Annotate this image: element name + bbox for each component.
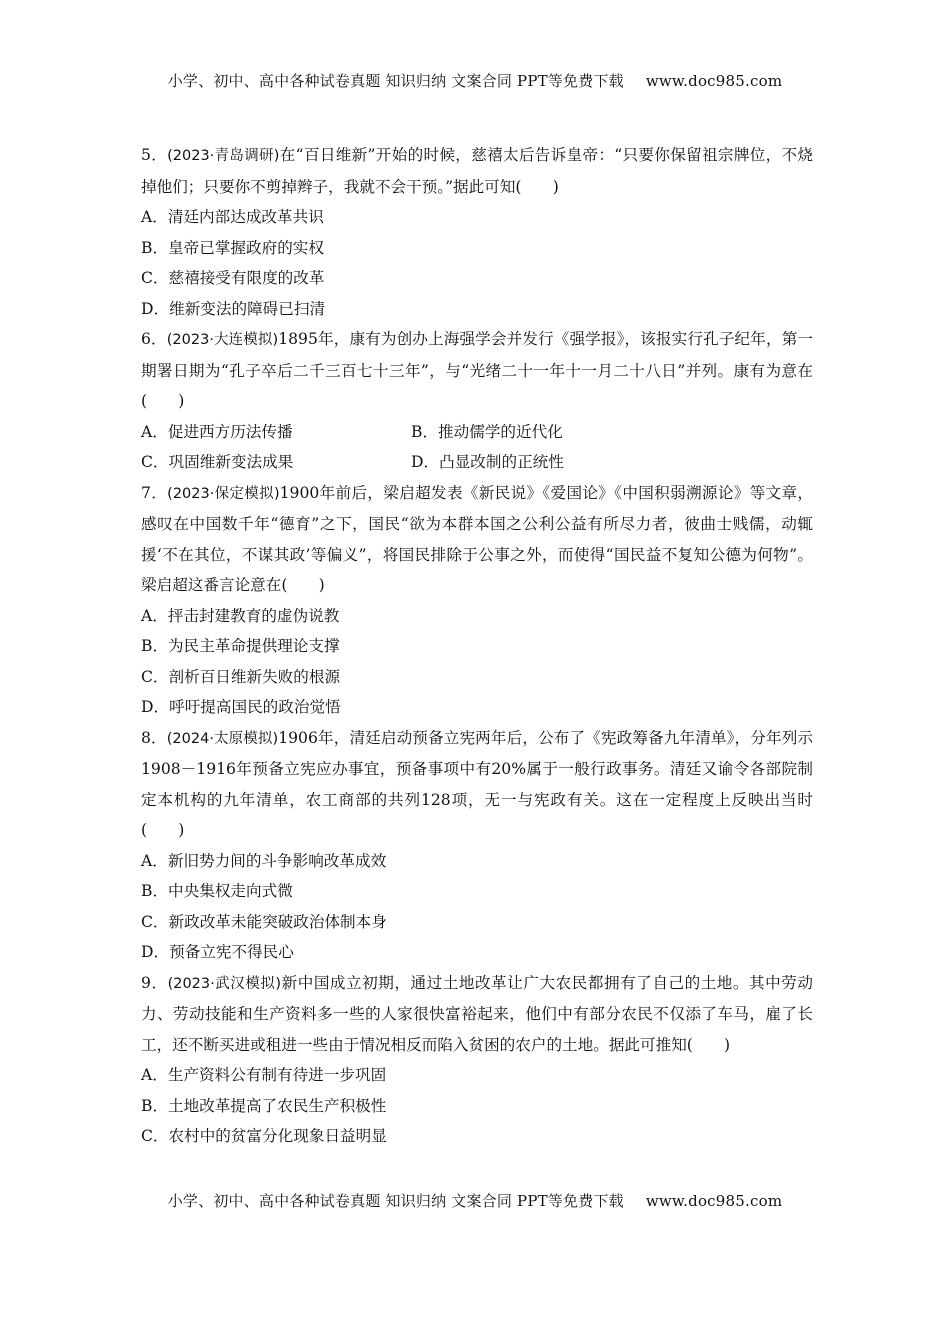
question-stem: 5．(2023·青岛调研)在“百日维新”开始的时候，慈禧太后告诉皇帝：“只要你保留祖宗牌位，不烧掉他们；只要你不剪掉辫子，我就不会干预。”据此可知( ) [141,146,813,196]
question-6 [141,324,813,478]
option-d[interactable]: D．凸显改制的正统性 [411,453,564,471]
option-c[interactable]: C．慈禧接受有限度的改革 [141,269,325,287]
question-source: (2023·大连模拟) [166,332,279,348]
question-9 [141,968,813,1152]
option-b[interactable]: B．推动儒学的近代化 [411,422,563,441]
option-b[interactable]: B．为民主革命提供理论支撑 [141,637,340,655]
option-c[interactable]: C．农村中的贫富分化现象日益明显 [141,1127,387,1145]
option-d[interactable]: D．呼吁提高国民的政治觉悟 [141,698,341,716]
option-b[interactable]: B．皇帝已掌握政府的实权 [141,238,324,257]
option-c[interactable]: C．巩固维新变法成果 [141,453,294,471]
question-source: (2023·青岛调研) [167,148,280,164]
header-text: 小学、初中、高中各种试卷真题 知识归纳 文案合同 PPT等免费下载 [167,72,624,90]
option-a[interactable]: A．新旧势力间的斗争影响改革成效 [141,851,387,870]
header-url[interactable]: www.doc985.com [645,72,783,90]
question-stem: 7．(2023·保定模拟)1900年前后，梁启超发表《新民说》《爱国论》《中国积弱溯源论》等文章，感叹在中国数千年“德育”之下，国民“欲为本群本国之公利公益有所尽力者，彼曲士贱儒，动辄援‘不在其位，不谋其政’等偏义”，将国民排除于公事之外，而使得“国民益不复知公德为何物”。梁启超这番言论意在( ) [141,483,814,594]
question-8 [141,723,813,968]
option-a[interactable]: A．抨击封建教育的虚伪说教 [141,606,340,625]
page-footer [0,1190,950,1211]
option-b[interactable]: B．土地改革提高了农民生产积极性 [141,1096,387,1115]
footer-text: 小学、初中、高中各种试卷真题 知识归纳 文案合同 PPT等免费下载 [167,1192,624,1210]
question-5 [141,140,813,324]
footer-url[interactable]: www.doc985.com [645,1192,783,1210]
option-c[interactable]: C．新政改革未能突破政治体制本身 [141,912,387,931]
option-b[interactable]: B．中央集权走向式微 [141,882,293,900]
question-7 [141,478,813,723]
question-source: (2024·太原模拟) [166,730,279,747]
question-stem: 9．(2023·武汉模拟)新中国成立初期，通过土地改革让广大农民都拥有了自己的土地。其中劳动力、劳动技能和生产资料多一些的人家很快富裕起来，他们中有部分农民不仅添了车马，雇了长工，还不断买进或租进一些由于情况相反而陷入贫困的农户的土地。据此可推知( ) [141,973,814,1054]
option-row [141,417,813,448]
option-d[interactable]: D．维新变法的障碍已扫清 [141,299,326,318]
option-row [141,447,813,478]
option-d[interactable]: D．预备立宪不得民心 [141,943,294,961]
question-source: (2023·武汉模拟) [167,975,282,992]
question-stem: 6．(2023·大连模拟)1895年，康有为创办上海强学会并发行《强学报》，该报实行孔子纪年，第一期署日期为“孔子卒后二千三百七十三年”，与“光绪二十一年十一月二十八日”并列。康有为意在( ) [141,330,813,410]
question-list [141,140,813,1152]
option-a[interactable]: A．清廷内部达成改革共识 [141,208,324,226]
option-a[interactable]: A．生产资料公有制有待进一步巩固 [141,1066,387,1084]
option-a[interactable]: A．促进西方历法传播 [141,422,293,441]
question-stem: 8．(2024·太原模拟)1906年，清廷启动预备立宪两年后，公布了《宪政筹备九年清单》，分年列示1908－1916年预备立宪应办事宜，预备事项中有20%属于一般行政事务。清廷又谕令各部院制定本机构的九年清单，农工商部的共列128项，无一与宪政有关。这在一定程度上反映出当时( ) [141,728,813,839]
option-c[interactable]: C．剖析百日维新失败的根源 [141,667,341,686]
question-source: (2023·保定模拟) [167,485,280,502]
page-header [0,70,950,91]
